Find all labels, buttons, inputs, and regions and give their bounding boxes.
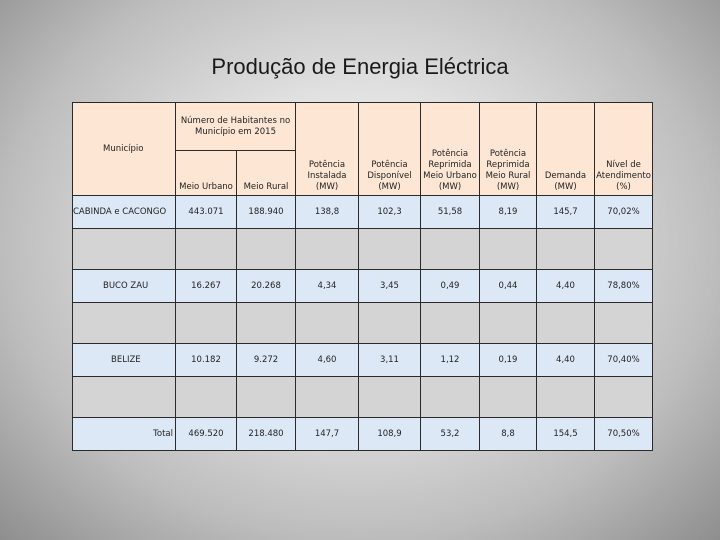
spacer-row: [73, 303, 653, 344]
cell-total-label: Total: [73, 418, 176, 451]
cell-instalada: 4,34: [296, 270, 359, 303]
cell-instalada: 4,60: [296, 344, 359, 377]
cell-nivel: 70,40%: [595, 344, 653, 377]
header-habitantes: Número de Habitantes no Município em 2015: [176, 103, 296, 151]
cell-rural: 20.268: [237, 270, 296, 303]
header-nivel-atendimento: Nível de Atendimento (%): [595, 103, 653, 196]
cell-total-demanda: 154,5: [537, 418, 595, 451]
cell-instalada: 138,8: [296, 196, 359, 229]
cell-total-rep-rural: 8,8: [480, 418, 537, 451]
cell-rep-rural: 0,44: [480, 270, 537, 303]
cell-urbano: 16.267: [176, 270, 237, 303]
cell-total-instalada: 147,7: [296, 418, 359, 451]
cell-rep-rural: 8,19: [480, 196, 537, 229]
energy-table: [72, 102, 653, 451]
cell-total-rep-urbano: 53,2: [421, 418, 480, 451]
total-row: [73, 418, 653, 451]
header-potencia-disponivel: Potência Disponível (MW): [359, 103, 421, 196]
header-potencia-reprimida-urbano: Potência Reprimida Meio Urbano (MW): [421, 103, 480, 196]
table-row: [73, 344, 653, 377]
cell-rep-urbano: 1,12: [421, 344, 480, 377]
cell-rep-urbano: 0,49: [421, 270, 480, 303]
cell-total-rural: 218.480: [237, 418, 296, 451]
cell-demanda: 4,40: [537, 270, 595, 303]
header-meio-urbano: Meio Urbano: [176, 151, 237, 196]
cell-rep-rural: 0,19: [480, 344, 537, 377]
cell-rural: 188.940: [237, 196, 296, 229]
cell-urbano: 443.071: [176, 196, 237, 229]
cell-nivel: 78,80%: [595, 270, 653, 303]
cell-municipio: BUCO ZAU: [73, 270, 176, 303]
cell-demanda: 4,40: [537, 344, 595, 377]
cell-rep-urbano: 51,58: [421, 196, 480, 229]
cell-total-nivel: 70,50%: [595, 418, 653, 451]
cell-nivel: 70,02%: [595, 196, 653, 229]
cell-municipio: BELIZE: [73, 344, 176, 377]
table-row: [73, 196, 653, 229]
header-demanda: Demanda (MW): [537, 103, 595, 196]
cell-municipio: CABINDA e CACONGO: [73, 196, 176, 229]
spacer-row: [73, 377, 653, 418]
spacer-row: [73, 229, 653, 270]
header-meio-rural: Meio Rural: [237, 151, 296, 196]
cell-demanda: 145,7: [537, 196, 595, 229]
header-potencia-instalada: Potência Instalada (MW): [296, 103, 359, 196]
cell-disponivel: 3,11: [359, 344, 421, 377]
table-row: [73, 270, 653, 303]
cell-disponivel: 102,3: [359, 196, 421, 229]
cell-rural: 9.272: [237, 344, 296, 377]
cell-total-urbano: 469.520: [176, 418, 237, 451]
slide-title: Produção de Energia Eléctrica: [211, 54, 509, 79]
cell-disponivel: 3,45: [359, 270, 421, 303]
header-municipio: Município: [73, 103, 176, 196]
header-potencia-reprimida-rural: Potência Reprimida Meio Rural (MW): [480, 103, 537, 196]
cell-total-disponivel: 108,9: [359, 418, 421, 451]
cell-urbano: 10.182: [176, 344, 237, 377]
